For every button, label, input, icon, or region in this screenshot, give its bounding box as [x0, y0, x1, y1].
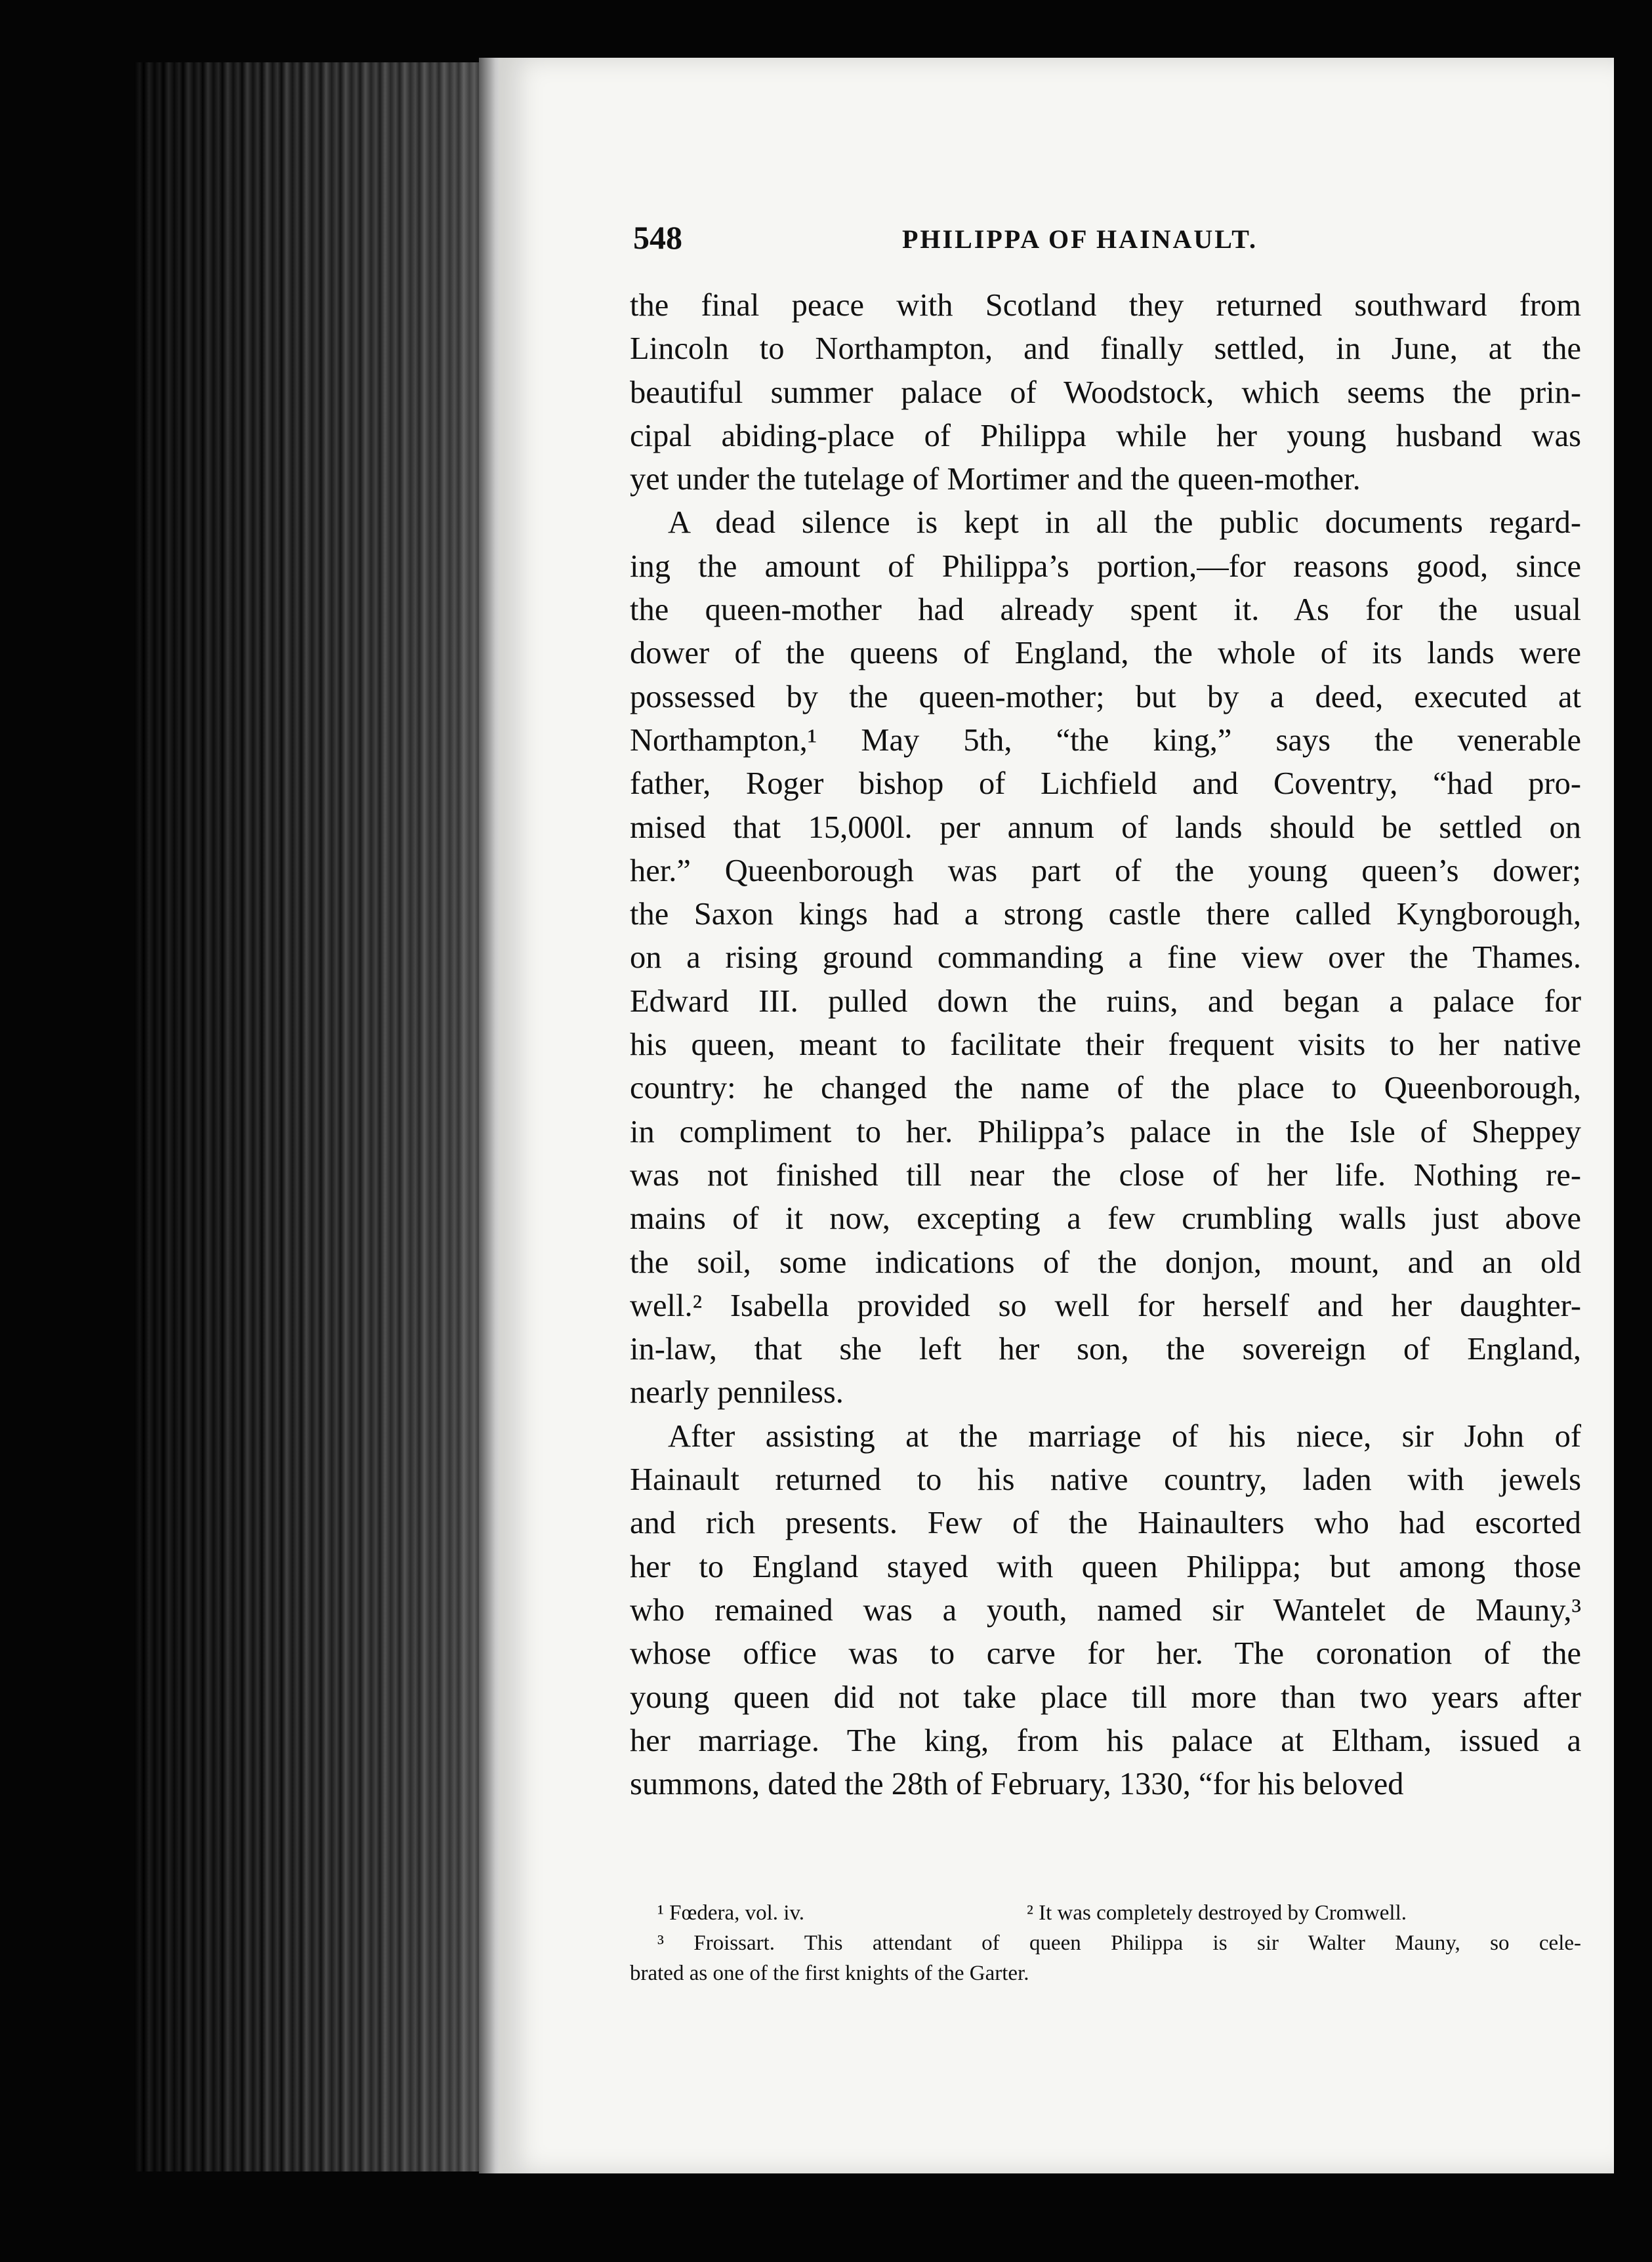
footnotes [630, 1898, 1581, 1988]
text-line: country: he changed the name of the place to Queenborough, [630, 1071, 1581, 1106]
text-line: After assisting at the marriage of his niece, sir John of [668, 1418, 1581, 1454]
text-line: summons, dated the 28th of February, 1330, “for his beloved [630, 1767, 1404, 1802]
footnote-3-line-2: brated as one of the first knights of the Garter. [630, 1962, 1029, 1985]
text-line: Edward III. pulled down the ruins, and began a palace for [630, 983, 1581, 1019]
text-line: was not finished till near the close of her life. Nothing re- [630, 1157, 1581, 1193]
text-line: father, Roger bishop of Lichfield and Coventry, “had pro- [630, 766, 1581, 802]
text-line: possessed by the queen-mother; but by a deed, executed at [630, 679, 1581, 714]
text-line: Hainault returned to his native country, laden with jewels [630, 1462, 1581, 1498]
footnote-row [630, 1898, 1581, 1928]
footnote-2: ² It was completely destroyed by Cromwell. [1027, 1901, 1407, 1925]
text-line: the queen-mother had already spent it. As for the usual [630, 592, 1581, 628]
text-line: beautiful summer palace of Woodstock, which seems the prin- [630, 375, 1581, 410]
text-line: his queen, meant to facilitate their frequent visits to her native [630, 1027, 1581, 1063]
text-line: mains of it now, excepting a few crumbling walls just above [630, 1201, 1581, 1237]
text-line: the final peace with Scotland they returned southward from [630, 288, 1581, 323]
text-line: her.” Queenborough was part of the young queen’s dower; [630, 853, 1581, 888]
text-line: and rich presents. Few of the Hainaulters who had escorted [630, 1506, 1581, 1541]
text-line: Lincoln to Northampton, and finally settled, in June, at the [630, 331, 1581, 367]
text-line: nearly penniless. [630, 1375, 844, 1410]
footnote-3-line-1: ³ Froissart. This attendant of queen Philippa is sir Walter Mauny, so cele- [657, 1931, 1581, 1955]
text-line: who remained was a youth, named sir Wantelet de Mauny,³ [630, 1592, 1581, 1628]
book-page [499, 58, 1614, 2173]
text-line: mised that 15,000l. per annum of lands should be settled on [630, 810, 1581, 845]
text-line: her to England stayed with queen Philippa; but among those [630, 1549, 1581, 1584]
text-line: dower of the queens of England, the whole of its lands were [630, 636, 1581, 671]
text-line: the soil, some indications of the donjon, mount, and an old [630, 1244, 1581, 1280]
text-line: on a rising ground commanding a fine view over the Thames. [630, 940, 1581, 976]
text-line: Northampton,¹ May 5th, “the king,” says the venerable [630, 722, 1581, 758]
page-number: 548 [633, 219, 682, 256]
text-line: yet under the tutelage of Mortimer and the queen-mother. [630, 462, 1361, 497]
book-page-edges [134, 62, 502, 2171]
text-line: well.² Isabella provided so well for herself and her daughter- [630, 1288, 1581, 1323]
text-line: cipal abiding-place of Philippa while her young husband was [630, 418, 1581, 453]
page-header [633, 218, 1417, 271]
text-line: young queen did not take place till more than two years after [630, 1679, 1581, 1715]
text-line: ing the amount of Philippa’s portion,—for reasons good, since [630, 548, 1581, 584]
running-head: PHILIPPA OF HAINAULT. [902, 224, 1258, 254]
text-line: her marriage. The king, from his palace at Eltham, issued a [630, 1723, 1581, 1758]
text-line: the Saxon kings had a strong castle there called Kyngborough, [630, 897, 1581, 932]
text-line: in compliment to her. Philippa’s palace in the Isle of Sheppey [630, 1114, 1581, 1149]
footnote-1: ¹ Fœdera, vol. iv. [657, 1901, 805, 1925]
text-line: A dead silence is kept in all the public documents regard- [668, 505, 1581, 541]
text-line: in-law, that she left her son, the sovereign of England, [630, 1332, 1581, 1367]
body-text [630, 284, 1581, 1806]
text-line: whose office was to carve for her. The coronation of the [630, 1636, 1581, 1672]
